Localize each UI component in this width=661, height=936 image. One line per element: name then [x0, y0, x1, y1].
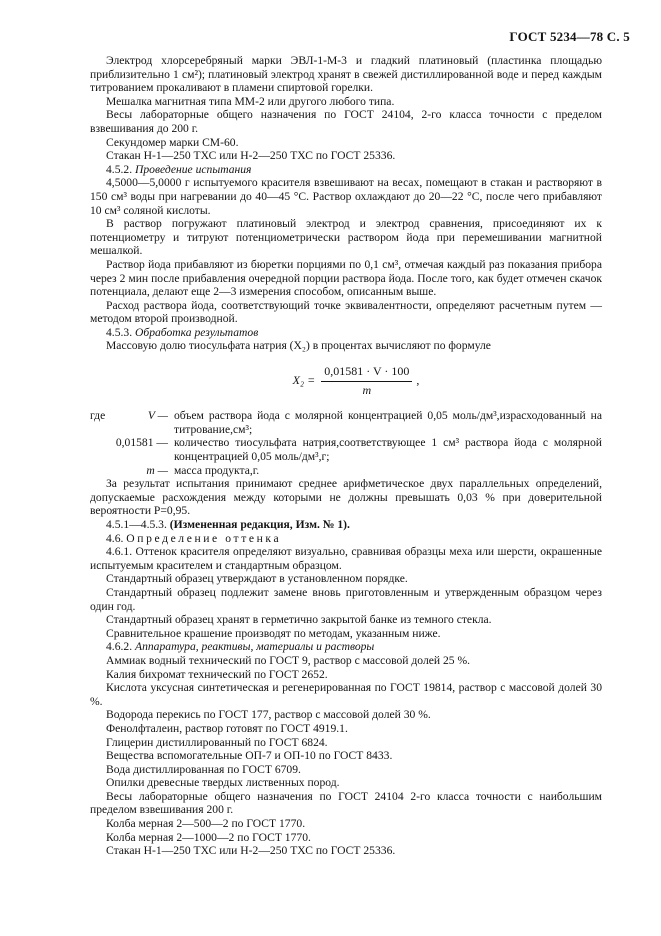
definition-symbol: 0,01581 — — [115, 436, 168, 450]
page-header: ГОСТ 5234—78 С. 5 — [509, 29, 630, 44]
definition-lead — [90, 464, 120, 478]
paragraph-beaker-2: Стакан Н-1—250 ТХС или Н-2—250 ТХС по ГОСТ 25336. — [106, 844, 396, 858]
paragraph-flask-1000: Колба мерная 2—1000—2 по ГОСТ 1770. — [106, 830, 311, 844]
section-4-6-2-heading — [90, 640, 602, 654]
paragraph-titration: В раствор погружают платиновый электрод и электрод сравнения, присоединяют их к потенциометру и титруют потенциометрически раствором йода при перемешивании магнитной мешалкой. — [90, 217, 602, 258]
amendment-note: (Измененная редакция, Изм. № 1). — [169, 518, 350, 531]
paragraph-amendment — [90, 518, 602, 532]
section-number: 4.6.2. — [106, 640, 133, 654]
section-title: Аппаратура, реактивы, материалы и растворы — [135, 640, 375, 654]
amendment-range: 4.5.1—4.5.3. — [106, 518, 167, 531]
section-number: 4.5.2. — [106, 162, 133, 176]
definition-symbol: m — — [146, 463, 168, 477]
paragraph-stopwatch: Секундомер марки СМ-60. — [106, 135, 239, 149]
section-4-5-2-heading — [90, 163, 602, 177]
section-title: Определение оттенка — [126, 531, 282, 545]
paragraph-electrode: Электрод хлорсеребряный марки ЭВЛ-1-М-3 и гладкий платиновый (пластинка площадью приблизительно 1 см²); платиновый электрод хранят в свежей дистиллированной воде и перед каждым титрованием прокаливают в пламени спиртовой горелки. — [90, 54, 602, 95]
section-number: 4.5.3. — [106, 325, 133, 339]
paragraph-beaker: Стакан Н-1—250 ТХС или Н-2—250 ТХС по ГОСТ 25336. — [106, 149, 396, 163]
paragraph-peroxide: Водорода перекись по ГОСТ 177, раствор с массовой долей 30 %. — [106, 708, 431, 722]
section-number: 4.6. — [106, 531, 124, 545]
formula-denominator: m — [362, 382, 372, 397]
paragraph-comparative-dyeing: Сравнительное крашение производят по методам, указанным ниже. — [106, 626, 441, 640]
section-title: Обработка результатов — [135, 325, 259, 339]
paragraph-sawdust: Опилки древесные твердых лиственных пород. — [106, 776, 340, 790]
section-4-6-heading — [90, 532, 602, 546]
paragraph-glycerin: Глицерин дистиллированный по ГОСТ 6824. — [106, 735, 328, 749]
definition-text: объем раствора йода с молярной концентрацией 0,05 моль/дм³,израсходованный на титрование,см³; — [174, 409, 602, 436]
paragraph-dichromate: Калия бихромат технический по ГОСТ 2652. — [106, 667, 328, 681]
paragraph-equivalence: Расход раствора йода, соответствующий точке эквивалентности, определяют расчетным путем — методом второй производной. — [90, 298, 602, 326]
paragraph-phenolphthalein: Фенолфталеин, раствор готовят по ГОСТ 4919.1. — [106, 721, 348, 735]
definition-lead: где — [90, 409, 106, 423]
formula — [110, 365, 602, 397]
formula-numerator: 0,01581 · V · 100 — [321, 365, 412, 382]
paragraph-shade: 4.6.1. Оттенок красителя определяют визуально, сравнивая образцы меха или шерсти, окрашенные испытуемым красителем и стандартным образцом. — [90, 545, 602, 572]
paragraph-stirrer: Мешалка магнитная типа ММ-2 или другого любого типа. — [106, 94, 395, 108]
definition-symbol: V — — [147, 409, 168, 423]
section-4-5-3-heading — [90, 326, 602, 340]
formula-definitions — [90, 409, 602, 477]
section-title: Проведение испытания — [135, 162, 252, 176]
paragraph-result: За результат испытания принимают среднее арифметическое двух параллельных определений, допускаемые расхождения между которыми не должны превышать 0,03 % при доверительной вероятности P=0,95. — [90, 477, 602, 518]
paragraph-scales: Весы лабораторные общего назначения по ГОСТ 24104, 2-го класса точности с пределом взвешивания до 200 г. — [90, 108, 602, 135]
document-body — [90, 54, 602, 858]
paragraph-ammonia: Аммиак водный технический по ГОСТ 9, раствор с массовой долей 25 %. — [106, 653, 471, 667]
paragraph-auxiliary: Вещества вспомогательные ОП-7 и ОП-10 по ГОСТ 8433. — [106, 749, 393, 763]
formula-lhs: X₂ = — [292, 373, 316, 388]
paragraph-weighing: 4,5000—5,0000 г испытуемого красителя взвешивают на весах, помещают в стакан и растворяют в 150 см³ воды при нагревании до 40—45 °С. Раствор охлаждают до 20—22 °С, после чего прибавляют 10 см³ соляной кислоты. — [90, 176, 602, 217]
paragraph-standard-storage: Стандартный образец хранят в герметично закрытой банке из темного стекла. — [106, 613, 492, 627]
paragraph-standard-approved: Стандартный образец утверждают в установленном порядке. — [106, 572, 408, 586]
definition-text: масса продукта,г. — [174, 463, 260, 477]
paragraph-standard-replace: Стандартный образец подлежит замене вновь приготовленным и утвержденным образцом через один год. — [90, 585, 602, 613]
paragraph-formula-intro: Массовую долю тиосульфата натрия (X₂) в процентах вычисляют по формуле — [106, 339, 491, 353]
paragraph-flask-500: Колба мерная 2—500—2 по ГОСТ 1770. — [106, 817, 306, 831]
paragraph-iodine-portions: Раствор йода прибавляют из бюретки порциями по 0,1 см³, отмечая каждый раз показания прибора через 2 мин после прибавления очередной порции раствора йода. После того, как будет отмечен скачок потенциала, делают еще 2—3 измерения способом, описанным выше. — [90, 257, 602, 299]
paragraph-water: Вода дистиллированная по ГОСТ 6709. — [106, 762, 301, 776]
paragraph-scales-2: Весы лабораторные общего назначения по ГОСТ 24104 2-го класса точности с наибольшим пределом взвешивания 200 г. — [90, 789, 602, 817]
paragraph-acetic-acid: Кислота уксусная синтетическая и регенерированная по ГОСТ 19814, раствор с массовой долей 30 %. — [90, 681, 602, 708]
definition-text: количество тиосульфата натрия,соответствующее 1 см³ раствора йода с молярной концентрацией 0,05 моль/дм³,г; — [174, 436, 602, 464]
formula-fraction — [321, 365, 412, 397]
formula-tail: , — [416, 373, 420, 388]
